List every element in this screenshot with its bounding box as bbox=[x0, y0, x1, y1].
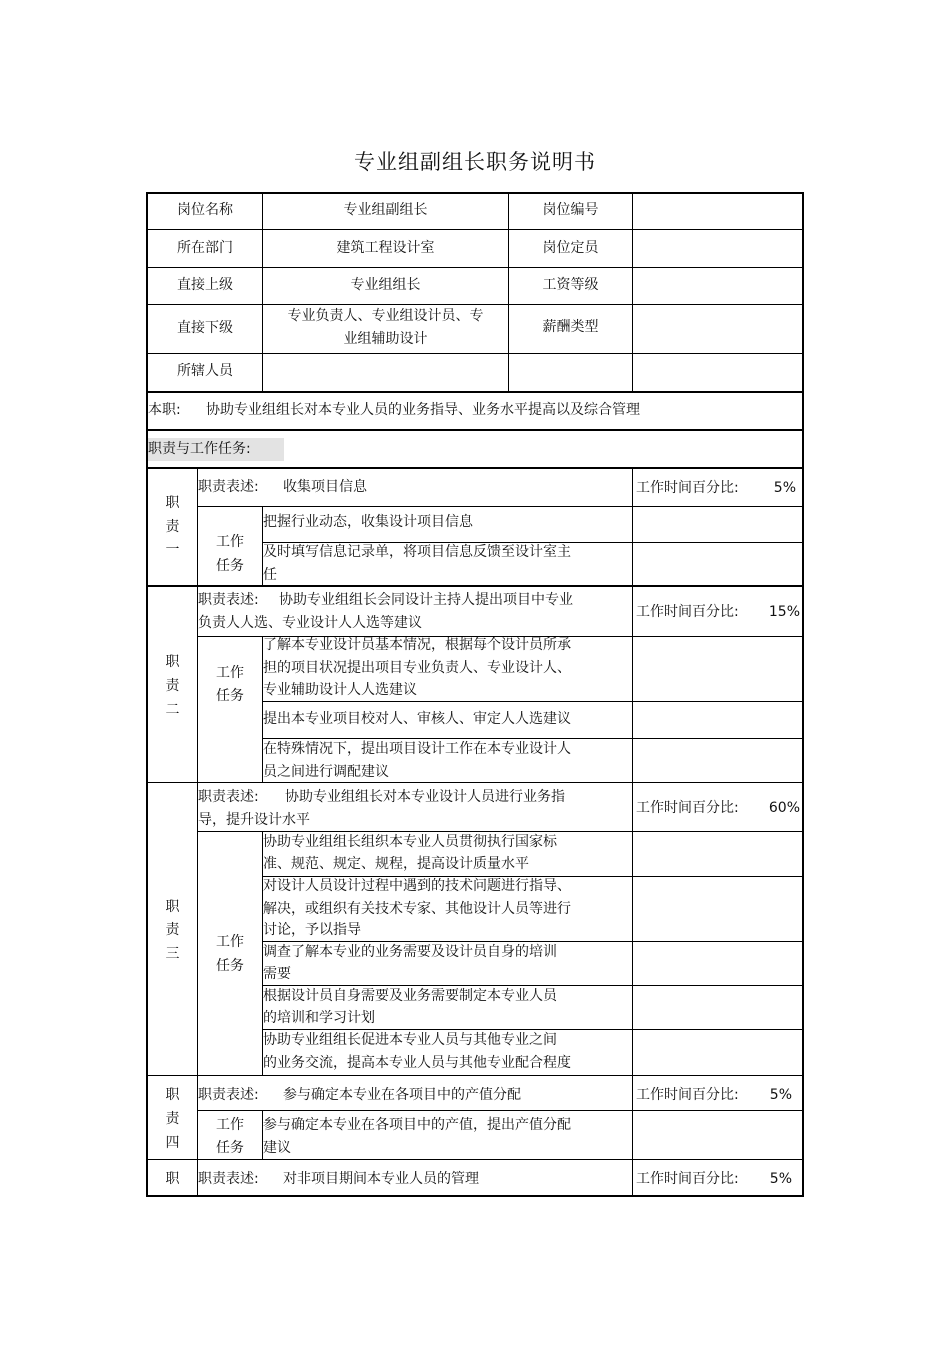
duty-name-char: 职 bbox=[165, 1171, 180, 1187]
task-label-line1: 工作 bbox=[216, 1117, 244, 1133]
task-text: 了解本专业设计员基本情况，根据每个设计员所承 bbox=[263, 637, 571, 653]
desc-label: 职责表述: bbox=[198, 592, 259, 608]
wage-grade-label: 工资等级 bbox=[542, 277, 599, 293]
dept-label: 所在部门 bbox=[177, 240, 233, 256]
duty-summary-text: 协助专业组组长对本专业人员的业务指导、业务水平提高以及综合管理 bbox=[206, 402, 640, 418]
duty-divider bbox=[147, 782, 803, 783]
duty-desc: 协助专业组组长会同设计主持人提出项目中专业 bbox=[279, 592, 573, 608]
subordinate-value-line1: 专业负责人、专业组设计员、专 bbox=[287, 308, 484, 324]
time-percent-label: 工作时间百分比: bbox=[636, 604, 739, 620]
duty-name-char: 三 bbox=[165, 946, 180, 962]
row-divider bbox=[147, 229, 803, 230]
time-percent-value: 15% bbox=[768, 604, 800, 620]
duty-name-char: 责 bbox=[165, 922, 180, 938]
page-title: 专业组副组长职务说明书 bbox=[354, 150, 596, 174]
duty-desc: 导，提升设计水平 bbox=[198, 812, 310, 828]
desc-label: 职责表述: bbox=[198, 1171, 259, 1187]
task-text: 的业务交流，提高本专业人员与其他专业配合程度 bbox=[263, 1055, 571, 1071]
task-label-line2: 任务 bbox=[216, 958, 244, 974]
duty-name-char: 二 bbox=[165, 702, 180, 718]
task-divider bbox=[198, 1110, 803, 1111]
task-label-line2: 任务 bbox=[216, 688, 244, 704]
task-text: 解决，或组织有关技术专家、其他设计人员等进行 bbox=[263, 901, 571, 917]
duty-name-char: 责 bbox=[165, 519, 180, 535]
task-text: 协助专业组组长组织本专业人员贯彻执行国家标 bbox=[263, 834, 557, 850]
duty-name-char: 责 bbox=[165, 678, 180, 694]
position-name-value: 专业组副组长 bbox=[343, 202, 428, 218]
task-text: 提出本专业项目校对人、审核人、审定人人选建议 bbox=[263, 711, 571, 727]
task-text: 调查了解本专业的业务需要及设计员自身的培训 bbox=[263, 944, 557, 960]
time-percent-label: 工作时间百分比: bbox=[636, 480, 739, 496]
task-text: 对设计人员设计过程中遇到的技术问题进行指导、 bbox=[263, 878, 571, 894]
row-divider bbox=[147, 267, 803, 268]
task-text: 参与确定本专业在各项目中的产值，提出产值分配 bbox=[263, 1117, 571, 1133]
duty-name-char: 责 bbox=[165, 1111, 180, 1127]
desc-label: 职责表述: bbox=[198, 1087, 259, 1103]
time-percent-value: 5% bbox=[769, 1171, 792, 1187]
time-percent-label: 工作时间百分比: bbox=[636, 800, 739, 816]
task-label-line1: 工作 bbox=[216, 534, 244, 550]
duty-name-char: 职 bbox=[165, 654, 180, 670]
task-text: 的培训和学习计划 bbox=[263, 1010, 375, 1026]
duty-name-char: 职 bbox=[165, 1087, 180, 1103]
task-text: 在特殊情况下，提出项目设计工作在本专业设计人 bbox=[263, 741, 571, 757]
subordinate-label: 直接下级 bbox=[177, 320, 233, 336]
col-divider bbox=[632, 468, 633, 1196]
col-divider bbox=[632, 193, 633, 392]
position-no-label: 岗位编号 bbox=[542, 202, 599, 218]
duty-desc: 协助专业组组长对本专业设计人员进行业务指 bbox=[285, 789, 565, 805]
task-text: 根据设计员自身需要及业务需要制定本专业人员 bbox=[263, 988, 557, 1004]
task-label-line2: 任务 bbox=[216, 558, 244, 574]
superior-label: 直接上级 bbox=[177, 277, 233, 293]
task-text: 需要 bbox=[263, 966, 291, 982]
duty-desc: 对非项目期间本专业人员的管理 bbox=[283, 1171, 479, 1187]
quota-label: 岗位定员 bbox=[542, 240, 599, 256]
duty-divider bbox=[147, 585, 803, 587]
duty-desc: 参与确定本专业在各项目中的产值分配 bbox=[283, 1087, 521, 1103]
task-label-line1: 工作 bbox=[216, 934, 244, 950]
subordinate-value-line2: 业组辅助设计 bbox=[343, 331, 428, 347]
task-text: 担的项目状况提出项目专业负责人、专业设计人、 bbox=[263, 660, 571, 676]
duties-header-label: 职责与工作任务: bbox=[148, 441, 251, 457]
duty-name-char: 职 bbox=[165, 495, 180, 511]
task-label-line1: 工作 bbox=[216, 665, 244, 681]
task-divider bbox=[198, 506, 803, 507]
time-percent-label: 工作时间百分比: bbox=[636, 1087, 739, 1103]
position-name-label: 岗位名称 bbox=[177, 202, 233, 218]
dept-value: 建筑工程设计室 bbox=[336, 240, 435, 256]
time-percent-value: 5% bbox=[769, 1087, 792, 1103]
duty-desc: 负责人人选、专业设计人人选等建议 bbox=[198, 615, 422, 631]
task-label-line2: 任务 bbox=[216, 1140, 244, 1156]
duty-divider bbox=[147, 1075, 803, 1076]
task-text: 员之间进行调配建议 bbox=[263, 764, 389, 780]
time-percent-label: 工作时间百分比: bbox=[636, 1171, 739, 1187]
row-divider bbox=[147, 353, 803, 354]
desc-label: 职责表述: bbox=[198, 789, 259, 805]
duty-summary-label: 本职: bbox=[148, 402, 181, 418]
desc-label: 职责表述: bbox=[198, 479, 259, 495]
task-text: 协助专业组组长促进本专业人员与其他专业之间 bbox=[263, 1032, 557, 1048]
time-percent-value: 60% bbox=[768, 800, 800, 816]
time-percent-value: 5% bbox=[773, 480, 796, 496]
task-text: 讨论，予以指导 bbox=[263, 922, 361, 938]
staff-label: 所辖人员 bbox=[177, 363, 233, 379]
task-text: 专业辅助设计人人选建议 bbox=[263, 682, 417, 698]
pay-type-label: 薪酬类型 bbox=[542, 319, 599, 335]
duty-name-char: 职 bbox=[165, 899, 180, 915]
duty-desc: 收集项目信息 bbox=[283, 479, 367, 495]
task-text: 及时填写信息记录单，将项目信息反馈至设计室主 bbox=[263, 544, 571, 560]
task-text: 准、规范、规定、规程，提高设计质量水平 bbox=[263, 856, 529, 872]
task-text: 把握行业动态，收集设计项目信息 bbox=[263, 514, 473, 530]
task-text: 任 bbox=[263, 567, 277, 583]
duty-name-char: 一 bbox=[165, 542, 180, 558]
superior-value: 专业组组长 bbox=[350, 277, 421, 293]
task-text: 建议 bbox=[263, 1140, 291, 1156]
duty-name-char: 四 bbox=[165, 1135, 180, 1151]
